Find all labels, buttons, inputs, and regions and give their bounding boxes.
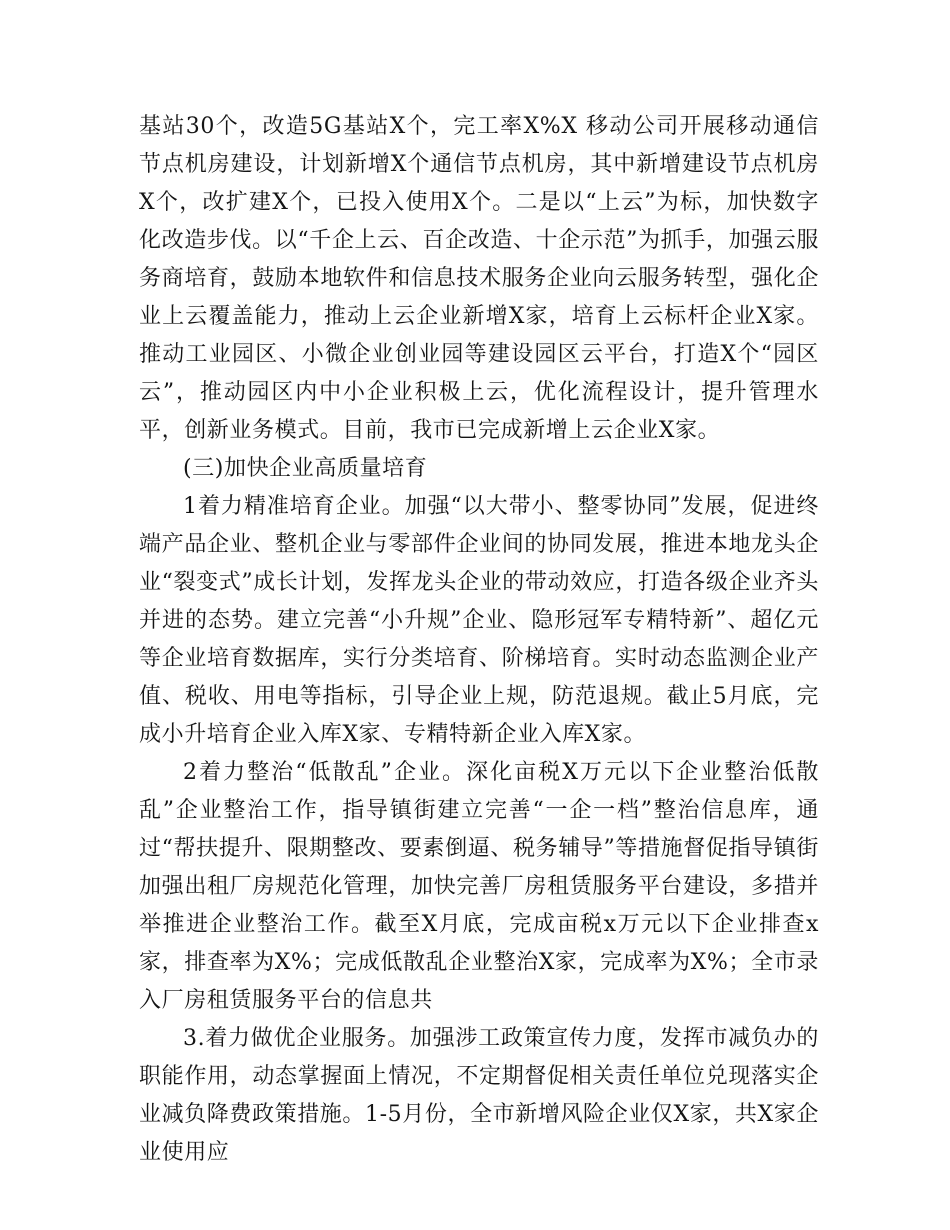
paragraph-enterprise-services: 3.着力做优企业服务。加强涉工政策宣传力度，发挥市减负办的职能作用，动态掌握面上情况，不定期督促相关责任单位兑现落实企业减负降费政策措施。1-5月份，全市新增风险企业仅X家，共X家企业使用应 [139,1026,819,1165]
paragraph-precise-cultivation: 1着力精准培育企业。加强“以大带小、整零协同”发展，促进终端产品企业、整机企业与零部件企业间的协同发展，推进本地龙头企业“裂变式”成长计划，发挥龙头企业的带动效应，打造各级企业齐头并进的态势。建立完善“小升规”企业、隐形冠军专精特新”、超亿元等企业培育数据库，实行分类培育、阶梯培育。实时动态监测企业产值、税收、用电等指标，引导企业上规，防范退规。截止5月底，完成小升培育企业入库X家、专精特新企业入库X家。 [139,494,819,747]
paragraph-rectify-low-scattered: 2着力整治“低散乱”企业。深化亩税X万元以下企业整治低散乱”企业整治工作，指导镇街建立完善“一企一档”整治信息库，通过“帮扶提升、限期整改、要素倒逼、税务辅导”等措施督促指导镇街加强出租厂房规范化管理，加快完善厂房租赁服务平台建设，多措并举推进企业整治工作。截至X月底，完成亩税x万元以下企业排查x家，排查率为X%；完成低散乱企业整治X家，完成率为X%；全市录入厂房租赁服务平台的信息共 [139,760,819,1013]
section-heading-enterprise-cultivation: (三)加快企业高质量培育 [183,456,428,481]
document-body [139,108,819,1172]
paragraph-cloud-digitalization: 基站30个，改造5G基站X个，完工率X%X 移动公司开展移动通信节点机房建设，计划新增X个通信节点机房，其中新增建设节点机房X个，改扩建X个，已投入使用X个。二是以“上云”为标，加快数字化改造步伐。以“千企上云、百企改造、十企示范”为抓手，加强云服务商培育，鼓励本地软件和信息技术服务企业向云服务转型，强化企业上云覆盖能力，推动上云企业新增X家，培育上云标杆企业X家。推动工业园区、小微企业创业园等建设园区云平台，打造X个“园区云”，推动园区内中小企业积极上云，优化流程设计，提升管理水平，创新业务模式。目前，我市已完成新增上云企业X家。 [139,114,819,443]
